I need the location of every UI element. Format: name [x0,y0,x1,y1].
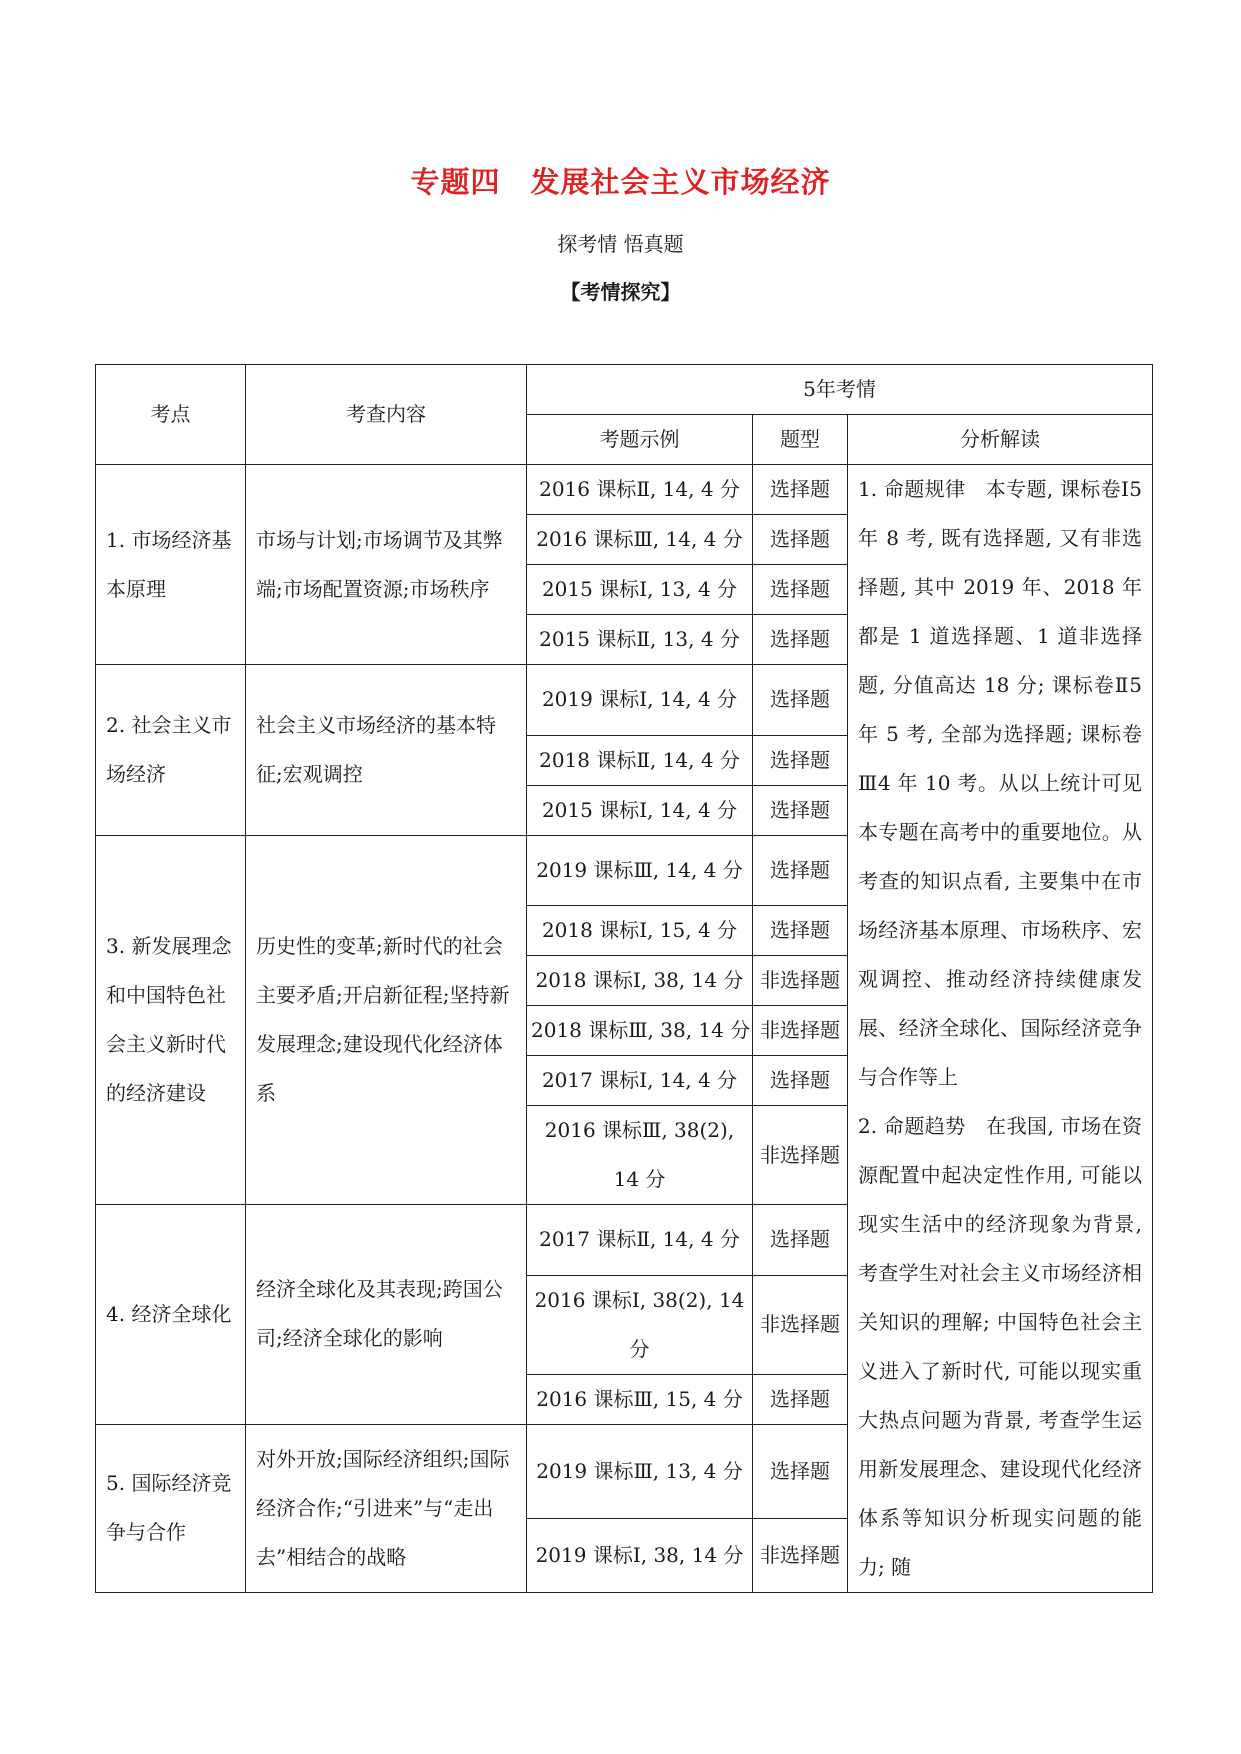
table-row [96,465,1153,515]
exam-example-cell: 2017 课标Ⅱ, 14, 4 分 [527,1205,753,1276]
exam-example-cell: 2018 课标Ⅱ, 14, 4 分 [527,735,753,785]
exam-example-cell: 2016 课标Ⅰ, 38(2), 14 分 [527,1275,753,1374]
content-cell: 社会主义市场经济的基本特征;宏观调控 [246,665,527,836]
exam-example-cell: 2016 课标Ⅱ, 14, 4 分 [527,465,753,515]
exam-example-cell: 2015 课标Ⅰ, 14, 4 分 [527,785,753,835]
header-example: 考题示例 [527,415,753,465]
question-type-cell: 选择题 [753,1205,848,1276]
exam-example-cell: 2019 课标Ⅰ, 14, 4 分 [527,665,753,736]
exam-example-cell: 2016 课标Ⅲ, 38(2), 14 分 [527,1106,753,1205]
header-five-year: 5年考情 [527,365,1153,415]
header-content: 考查内容 [246,365,527,465]
question-type-cell: 选择题 [753,785,848,835]
kaodian-cell: 1. 市场经济基本原理 [96,465,246,665]
exam-example-cell: 2018 课标Ⅰ, 15, 4 分 [527,906,753,956]
section-label: 【考情探究】 [560,280,681,304]
kaodian-cell: 5. 国际经济竞争与合作 [96,1424,246,1593]
header-kaodian: 考点 [96,365,246,465]
page-title: 专题四 发展社会主义市场经济 [410,165,831,199]
question-type-cell: 选择题 [753,906,848,956]
content-cell: 市场与计划;市场调节及其弊端;市场配置资源;市场秩序 [246,465,527,665]
question-type-cell: 非选择题 [753,956,848,1006]
question-type-cell: 非选择题 [753,1519,848,1593]
question-type-cell: 选择题 [753,615,848,665]
question-type-cell: 选择题 [753,465,848,515]
exam-example-cell: 2019 课标Ⅰ, 38, 14 分 [527,1519,753,1593]
content-cell: 历史性的变革;新时代的社会主要矛盾;开启新征程;坚持新发展理念;建设现代化经济体系 [246,835,527,1205]
table-body [96,465,1153,1593]
kaodian-cell: 4. 经济全球化 [96,1205,246,1425]
question-type-cell: 选择题 [753,1374,848,1424]
question-type-cell: 选择题 [753,735,848,785]
question-type-cell: 选择题 [753,835,848,906]
exam-example-cell: 2015 课标Ⅱ, 13, 4 分 [527,615,753,665]
kaodian-cell: 3. 新发展理念和中国特色社会主义新时代的经济建设 [96,835,246,1205]
question-type-cell: 非选择题 [753,1106,848,1205]
header-type: 题型 [753,415,848,465]
analysis-paragraph-1: 1. 命题规律 本专题, 课标卷Ⅰ5 年 8 考, 既有选择题, 又有非选择题, 其中 2019 年、2018 年都是 1 道选择题、1 道非选择题, 分值高达 18 分; 课标卷Ⅱ5 年 5 考, 全部为选择题; 课标卷Ⅲ4 年 10 考。从以上统计可见本专题在高考中的重要地位。从考查的知识点看, 主要集中在市场经济基本原理、市场秩序、宏观调控、推动经济持续健康发展、经济全球化、国际经济竞争与合作等上 [858,477,1143,1089]
exam-example-cell: 2018 课标Ⅰ, 38, 14 分 [527,956,753,1006]
question-type-cell: 非选择题 [753,1275,848,1374]
exam-example-cell: 2019 课标Ⅲ, 13, 4 分 [527,1424,753,1519]
exam-analysis-table [95,364,1153,1593]
kaodian-cell: 2. 社会主义市场经济 [96,665,246,836]
exam-example-cell: 2015 课标Ⅰ, 13, 4 分 [527,565,753,615]
exam-example-cell: 2019 课标Ⅲ, 14, 4 分 [527,835,753,906]
question-type-cell: 选择题 [753,1424,848,1519]
exam-example-cell: 2017 课标Ⅰ, 14, 4 分 [527,1056,753,1106]
header-analysis: 分析解读 [848,415,1153,465]
question-type-cell: 选择题 [753,665,848,736]
analysis-cell [848,465,1153,1593]
exam-example-cell: 2016 课标Ⅲ, 15, 4 分 [527,1374,753,1424]
exam-example-cell: 2016 课标Ⅲ, 14, 4 分 [527,515,753,565]
content-cell: 对外开放;国际经济组织;国际经济合作;“引进来”与“走出去”相结合的战略 [246,1424,527,1593]
content-cell: 经济全球化及其表现;跨国公司;经济全球化的影响 [246,1205,527,1425]
question-type-cell: 选择题 [753,515,848,565]
question-type-cell: 选择题 [753,565,848,615]
exam-example-cell: 2018 课标Ⅲ, 38, 14 分 [527,1006,753,1056]
question-type-cell: 选择题 [753,1056,848,1106]
analysis-paragraph-2: 2. 命题趋势 在我国, 市场在资源配置中起决定性作用, 可能以现实生活中的经济现象为背景, 考查学生对社会主义市场经济相关知识的理解; 中国特色社会主义进入了新时代, 可能以现实重大热点问题为背景, 考查学生运用新发展理念、建设现代化经济体系等知识分析现实问题的能力; 随 [858,1114,1143,1579]
page-subtitle: 探考情 悟真题 [557,232,684,256]
question-type-cell: 非选择题 [753,1006,848,1056]
